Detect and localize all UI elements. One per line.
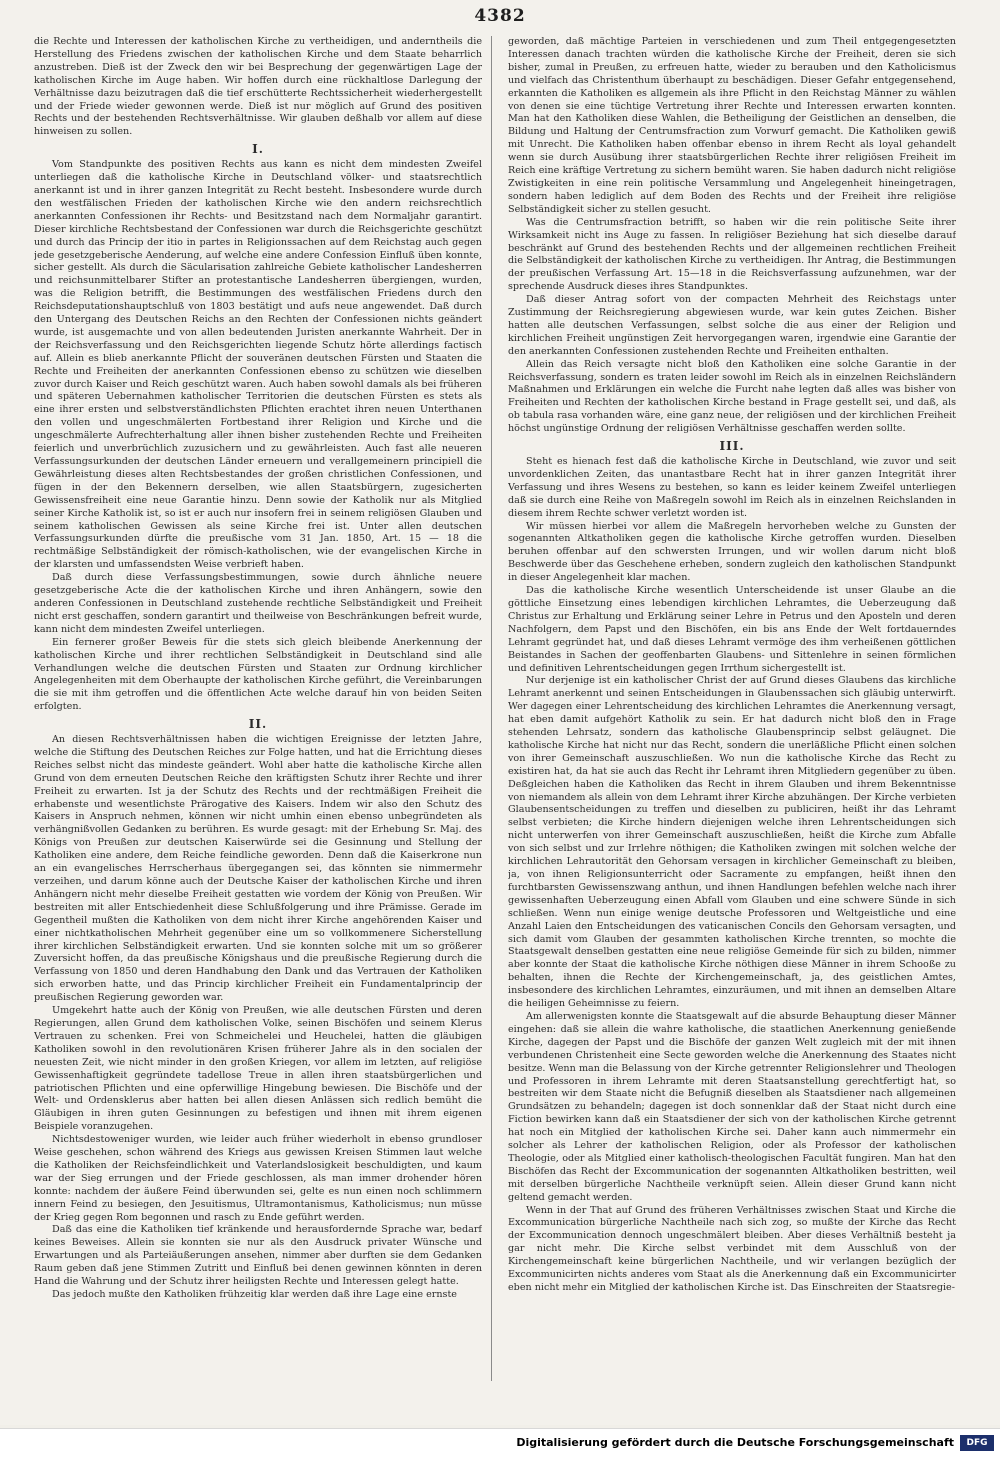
digitization-footer [0, 1428, 1000, 1459]
section-heading-1: I. [252, 142, 264, 157]
section-2-continued-paragraph: geworden, daß mächtige Parteien in verschiedenen und zum Theil entgegengesetzten Interessen danach trachten würden die katholische Kirche der Freiheit, deren sie sich bisher, zumal in Preußen, zu erfreuen hatte, wieder zu berauben und den Katholicismus und vielfach das Christenthum überhaupt zu beschädigen. Dieser Gefahr entgegensehend, erkannten die Katholiken es allgemein als ihre Pflicht in den Reichstag Männer zu wählen von denen sie eine tüchtige Vertretung ihrer Rechte und Interessen erwarten konnten. Man hat den Katholiken diese Wahlen, die Betheiligung der Geistlichen an denselben, die Bildung und Haltung der Centrumsfraction zum Vorwurf gemacht. Die Katholiken gewiß mit Unrecht. Die Katholiken haben offenbar ebenso in ihrem Recht als loyal gehandelt wenn sie durch Ausübung ihrer staatsbürgerlichen Rechte ihrer religiösen Freiheit im Reich eine kräftige Vertretung zu sichern bemüht waren. Sie haben dadurch nicht religiöse Zwistigkeiten in eine rein politische Versammlung und Angelegenheit hineingetragen, sondern haben lediglich auf dem Boden des Rechts und der Freiheit ihre religiöse Selbständigkeit sicher zu stellen gesucht. [508, 36, 956, 215]
right-column [508, 36, 956, 1381]
section-heading-3: III. [719, 439, 745, 454]
section-2-paragraph: An diesen Rechtsverhältnissen haben die wichtigen Ereignisse der letzten Jahre, welche die Stiftung des Deutschen Reiches zur Folge hatten, und hat die Errichtung dieses Reiches selbst nicht das mindeste geändert. Wohl aber hatte die katholische Kirche allen Grund von dem erneuten Deutschen Reiche den kräftigsten Schutz ihrer Rechte und ihrer Freiheit zu erwarten. Ist ja der Schutz des Rechts und der rechtmäßigen Freiheit die erhabenste und wesentlichste Prärogative des Kaisers. Indem wir also den Schutz des Kaisers in Anspruch nehmen, können wir nicht umhin einen ebenso unbegründeten als verhängnißvollen Gedanken zu berühren. Es wurde gesagt: mit der Erhebung Sr. Maj. des Königs von Preußen zur deutschen Kaiserwürde sei die Gesinnung und Stellung der Katholiken eine andere, dem Reiche feindliche geworden. Denn daß die Kaiserkrone nun an ein evangelisches Herrscherhaus übergegangen sei, das könnten sie nimmermehr verzeihen, und darum könne auch der Deutsche Kaiser der katholischen Kirche und ihren Anhängern nicht mehr dieselbe Freiheit gestatten wie vordem der König von Preußen. Wir bestreiten mit aller Entschiedenheit diese Schlußfolgerung und ihre Prämisse. Gerade im Gegentheil mußten die Katholiken von dem nicht ihrer Kirche angehörenden Kaiser und einer nichtkatholischen Mehrheit gegenüber eine um so vollkommenere Sicherstellung ihrer kirchlichen Selbständigkeit erwarten. Und sie konnten solche mit um so größerer Zuversicht hoffen, da das preußische Königshaus und die preußische Regierung durch die Verfassung von 1850 und deren Handhabung den Dank und das Vertrauen der Katholiken sich erworben hatte, und das Princip kirchlicher Freiheit ein Fundamentalprincip der preußischen Regierung geworden war. [34, 734, 482, 1004]
section-2-continued-paragraph: Daß dieser Antrag sofort von der compacten Mehrheit des Reichstags unter Zustimmung der Reichsregierung abgewiesen wurde, war kein gutes Zeichen. Bisher hatten alle deutschen Verfassungen, selbst solche die aus einer der Religion und kirchlichen Freiheit ungünstigen Zeit hervorgegangen waren, irgendwie eine Garantie der den anerkannten Confessionen zustehenden Rechte und Freiheiten enthalten. [508, 294, 956, 357]
section-2-continued-paragraph: Was die Centrumsfraction betrifft, so haben wir die rein politische Seite ihrer Wirksamkeit nicht ins Auge zu fassen. In religiöser Beziehung hat sich dieselbe darauf beschränkt auf Grund des bestehenden Rechts und der allgemeinen rechtlichen Freiheit die Selbständigkeit der katholischen Kirche zu vertheidigen. Ihr Antrag, die Bestimmungen der preußischen Verfassung Art. 15—18 in die Reichsverfassung aufzunehmen, war der sprechende Ausdruck dieses ihres Standpunktes. [508, 216, 956, 293]
section-1-paragraph: Vom Standpunkte des positiven Rechts aus kann es nicht dem mindesten Zweifel unterliegen daß die katholische Kirche in Deutschland völker- und staatsrechtlich anerkannt ist und in ihrer ganzen Integrität zu Recht besteht. Insbesondere wurde durch den westfälischen Frieden der katholischen Kirche wie den andern reichsrechtlich anerkannten Confessionen ihr Rechts- und Besitzstand nach dem Normaljahr garantirt. Dieser kirchliche Rechtsbestand der Confessionen war durch die Reichsgerichte geschützt und durch das Princip der itio in partes in Religionssachen auf dem Reichstag auch gegen jede gesetzgeberische Aenderung, auf welche eine andere Confession Einfluß üben konnte, sicher gestellt. Als durch die Säcularisation zahlreiche Gebiete katholischer Landesherren und reichsunmittelbarer Stifter an protestantische Landesherren übergiengen, wurden, was die Religion betrifft, die Bestimmungen des westfälischen Friedens durch den Reichsdeputationshauptschluß von 1803 bestätigt und aufs neue angewendet. Daß durch den Untergang des Deutschen Reichs an den Rechten der Confessionen nichts geändert wurde, ist ausgemachte und von allen bedeutenden Juristen anerkannte Wahrheit. Der in der Reichsverfassung und den Reichsgerichten liegende Schutz hörte allerdings factisch auf. Allein es blieb anerkannte Pflicht der souveränen deutschen Fürsten und Staaten die Rechte und Freiheiten der anerkannten Confessionen ebenso zu schützen wie dieselben zuvor durch Kaiser und Reich geschützt waren. Auch haben sowohl damals als bei früheren und späteren Uebernahmen katholischer Territorien die deutschen Fürsten es stets als eine ihrer ersten und selbstverständlichsten Pflichten erachtet ihren neuen Unterthanen den vollen und ungeschmälerten Fortbestand ihrer Religion und Kirche und die ungeschmälerte Aufrechterhaltung aller ihnen bisher zustehenden Rechte und Freiheiten feierlich und unverbrüchlich zuzusichern und zu gewährleisten. Auch fast alle neueren Verfassungsurkunden der deutschen Länder erneuern und verallgemeinern principiell die Gewährleistung dieses alten Rechtsbestandes der großen christlichen Confessionen, und fügen in der den Bekennern derselben, wie allen Staatsbürgern, zugesicherten Gewissensfreiheit eine neue Garantie hinzu. Denn sowie der Katholik nur als Mitglied seiner Kirche Katholik ist, so ist er auch nur insofern frei in seinem religiösen Glauben und seinem katholischen Gewissen als seine Kirche frei ist. Unter allen deutschen Verfassungsurkunden dürfte die preußische vom 31 Jan. 1850, Art. 15 — 18 die rechtmäßige Selbständigkeit der römisch-katholischen, wie der evangelischen Kirche in der klarsten und umfassendsten Weise verbrieft haben. [34, 159, 482, 571]
section-1-paragraph: Ein fernerer großer Beweis für die stets sich gleich bleibende Anerkennung der katholischen Kirche und ihrer rechtlichen Selbständigkeit in Deutschland sind alle Verhandlungen welche die deutschen Fürsten und Staaten zur Ordnung kirchlicher Angelegenheiten mit dem Oberhaupte der katholischen Kirche geführt, die Vereinbarungen die sie mit ihm getroffen und die öffentlichen Acte welche darauf hin von beiden Seiten erfolgten. [34, 636, 482, 713]
section-2-paragraph: Umgekehrt hatte auch der König von Preußen, wie alle deutschen Fürsten und deren Regierungen, allen Grund dem katholischen Volke, seinen Bischöfen und seinem Klerus Vertrauen zu schenken. Frei von Schmeichelei und Heuchelei, hatten die gläubigen Katholiken sowohl in den revolutionären Krisen früherer Jahre als in den socialen der neuesten Zeit, wie nicht minder in den großen Kriegen, vor allem im letzten, auf religiöse Gewissenhaftigkeit gegründete tadellose Treue in allen ihren staatsbürgerlichen und patriotischen Pflichten und eine opferwillige Hingebung bewiesen. Die Bischöfe und der Welt- und Ordensklerus aber hatten bei allen diesen Anlässen sich redlich bemüht die Gläubigen in ihren guten Gesinnungen zu befestigen und ihnen mit ihrem eigenen Beispiele voranzugehen. [34, 1005, 482, 1133]
section-3-paragraph: Steht es hienach fest daß die katholische Kirche in Deutschland, wie zuvor und seit unvordenklichen Zeiten, das unantastbare Recht hat in ihrer ganzen Integrität ihrer Verfassung und ihres Wesens zu bestehen, so kann es leider keinem Zweifel unterliegen daß sie durch eine Reihe von Maßregeln sowohl im Reich als in einzelnen Reichslanden in diesem ihrem Rechte schwer verletzt worden ist. [508, 456, 956, 519]
section-3-paragraph: Wenn in der That auf Grund des früheren Verhältnisses zwischen Staat und Kirche die Excommunication bürgerliche Nachtheile nach sich zog, so mußte der Kirche das Recht der Excommunication dennoch ungeschmälert bleiben. Aber dieses Verhältniß besteht ja gar nicht mehr. Die Kirche selbst verbindet mit dem Ausschluß von der Kirchengemeinschaft keine bürgerlichen Nachtheile, und wir verlangen bezüglich der Excommunicirten nichts anderes vom Staat als die Anerkennung daß ein Excommunicirter eben nicht mehr ein Mitglied der katholischen Kirche ist. Das Einschreiten der Staatsregie- [508, 1204, 956, 1293]
dfg-logo-icon[interactable]: DFG [960, 1435, 994, 1451]
section-3-paragraph: Nur derjenige ist ein katholischer Christ der auf Grund dieses Glaubens das kirchliche Lehramt anerkennt und seinen Entscheidungen in Glaubenssachen sich gläubig unterwirft. Wer dagegen einer Lehrentscheidung des kirchlichen Lehramtes die Anerkennung versagt, hat eben damit aufgehört Katholik zu sein. Er hat dadurch nicht bloß den in Frage stehenden Lehrsatz, sondern das katholische Glaubensprincip selbst geläugnet. Die katholische Kirche hat nicht nur das Recht, sondern die unerläßliche Pflicht einen solchen von ihrer Gemeinschaft auszuschließen. Wo nun die katholische Kirche das Recht zu existiren hat, da hat sie auch das Recht ihr Lehramt ihren Mitgliedern gegenüber zu üben. Deßgleichen haben die Katholiken das Recht in ihrem Glauben und ihrem Bekenntnisse von niemandem als allein von dem Lehramt ihrer Kirche abzuhängen. Der Kirche verbieten Glaubensentscheidungen zu treffen und dieselben zu publiciren, heißt ihr das Lehramt selbst verbieten; die Kirche hindern diejenigen welche ihren Lehrentscheidungen sich nicht unterwerfen von ihrer Gemeinschaft auszuschließen, heißt die Kirche zum Abfalle von sich selbst und zur Irrlehre nöthigen; die Katholiken zwingen mit solchen welche der kirchlichen Lehrautorität den Gehorsam versagen in kirchlicher Gemeinschaft zu bleiben, ja, von ihnen Religionsunterricht oder Sacramente zu empfangen, heißt ihnen den furchtbarsten Gewissenszwang anthun, und ihnen Handlungen befehlen welche nach ihrer gewissenhaften Ueberzeugung einen Abfall vom Glauben und eine schwere Sünde in sich schließen. Wenn nun einige wenige deutsche Professoren und Weltgeistliche und eine Anzahl Laien den Entscheidungen des vaticanischen Concils den Gehorsam versagten, und sich damit vom Glauben der gesammten katholischen Kirche trennten, so mochte die Staatsgewalt denselben gestatten eine neue religiöse Gemeinde für sich zu bilden, nimmer aber konnte der Staat die katholische Kirche nöthigen diese Männer in ihrem Schooße zu behalten, ihnen die Rechte der Kirchengemeinschaft, ja, des geistlichen Amtes, insbesondere des kirchlichen Lehramtes, einzuräumen, und mit ihnen an demselben Altare die heiligen Geheimnisse zu feiern. [508, 675, 956, 1010]
footer-credit-text: Digitalisierung gefördert durch die Deutsche Forschungsgemeinschaft [516, 1436, 954, 1449]
section-2-continued-paragraph: Allein das Reich versagte nicht bloß den Katholiken eine solche Garantie in der Reichsverfassung, sondern es traten leider sowohl im Reich als in einzelnen Reichsländern Maßnahmen und Erklärungen ein welche die Furcht nahe legten daß alles was bisher von Freiheiten und Rechten der katholischen Kirche bestand in Frage gestellt sei, und daß, als ob tabula rasa vorhanden wäre, eine ganz neue, der religiösen und der kirchlichen Freiheit höchst ungünstige Ordnung der religiösen Verhältnisse geschaffen werden sollte. [508, 358, 956, 435]
page-number: 4382 [474, 6, 526, 26]
section-3-paragraph: Am allerwenigsten konnte die Staatsgewalt auf die absurde Behauptung dieser Männer eingehen: daß sie allein die wahre katholische, die staatlichen Anerkennung genießende Kirche, dagegen der Papst und die Bischöfe der ganzen Welt zugleich mit der mit ihnen verbundenen Christenheit eine Secte geworden welche die Anerkennung des Staates nicht besitze. Wenn man die Belassung von der Kirche getrennter Religionslehrer und Theologen und Professoren in ihrem Lehramte mit deren Staatsanstellung gerechtfertigt hat, so bestreiten wir dem Staate nicht die Befugniß dieselben als Staatsdiener nach allgemeinen Grundsätzen zu behandeln; dagegen ist doch sonnenklar daß der Staat nicht durch eine Fiction bewirken kann daß ein Staatsdiener der sich von der katholischen Kirche getrennt hat noch ein Mitglied der katholischen Kirche sei. Daher kann auch nimmermehr ein solcher als Lehrer der katholischen Religion, oder als Professor der katholischen Theologie, oder als Mitglied einer katholisch-theologischen Facultät fungiren. Man hat den Bischöfen das Recht der Excommunication der sogenannten Altkatholiken bestritten, weil mit derselben bürgerliche Nachtheile verknüpft seien. Allein dieser Grund kann nicht geltend gemacht werden. [508, 1010, 956, 1203]
column-divider [491, 36, 492, 1381]
section-3-paragraph: Wir müssen hierbei vor allem die Maßregeln hervorheben welche zu Gunsten der sogenannten Altkatholiken gegen die katholische Kirche getroffen wurden. Dieselben beruhen offenbar auf den schwersten Irrungen, und wir wollen darum nicht bloß Beschwerde über das Geschehene erheben, sondern zugleich den katholischen Standpunkt in dieser Angelegenheit klar machen. [508, 520, 956, 584]
left-column [34, 36, 482, 1381]
intro-paragraph: die Rechte und Interessen der katholischen Kirche zu vertheidigen, und anderntheils die Herstellung des Friedens zwischen der katholischen Kirche und dem Staate beharrlich anzustreben. Dieß ist der Zweck den wir bei Besprechung der gegenwärtigen Lage der katholischen Kirche im Auge haben. Wir hoffen durch eine rückhaltlose Darlegung der Verhältnisse dazu beizutragen daß die tief erschütterte Rechtssicherheit wiederhergestellt und der Friede wieder gewonnen werde. Dieß ist nur möglich auf Grund des positiven Rechts und der bestehenden Rechtsverhältnisse. Wir glauben deßhalb vor allem auf diese hinweisen zu sollen. [34, 36, 482, 138]
section-1-paragraph: Daß durch diese Verfassungsbestimmungen, sowie durch ähnliche neuere gesetzgeberische Acte die der katholischen Kirche und ihren Anhängern, sowie den anderen Confessionen in Deutschland zustehende rechtliche Selbständigkeit und Freiheit nicht erst geschaffen, sondern garantirt und theilweise von Beschränkungen befreit wurde, kann nicht dem mindesten Zweifel unterliegen. [34, 572, 482, 635]
section-2-paragraph: Das jedoch mußte den Katholiken frühzeitig klar werden daß ihre Lage eine ernste [52, 1289, 457, 1300]
section-2-paragraph: Daß das eine die Katholiken tief kränkende und herausfordernde Sprache war, bedarf keines Beweises. Allein sie konnten sie nur als den Ausdruck privater Wünsche und Erwartungen und als Parteiäußerungen ansehen, nimmer aber durften sie dem Gedanken Raum geben daß jene Stimmen Zutritt und Einfluß bei denen gewinnen könnten in deren Hand die Wahrung und der Schutz ihrer heiligsten Rechte und Interessen gelegt hatte. [34, 1224, 482, 1288]
section-2-paragraph: Nichtsdestoweniger wurden, wie leider auch früher wiederholt in ebenso grundloser Weise geschehen, schon während des Kriegs aus gewissen Kreisen Stimmen laut welche die Katholiken der Reichsfeindlichkeit und Vaterlandslosigkeit beschuldigten, und kaum war der Sieg errungen und der Friede geschlossen, als man immer drohender hören konnte: nachdem der äußere Feind überwunden sei, gelte es nun einen noch schlimmern innern Feind zu besiegen, den Jesuitismus, Ultramontanismus, Katholicismus; nun müsse der Krieg gegen Rom begonnen und rasch zu Ende geführt werden. [34, 1134, 482, 1223]
section-3-paragraph: Das die katholische Kirche wesentlich Unterscheidende ist unser Glaube an die göttliche Einsetzung eines lebendigen kirchlichen Lehramtes, die Ueberzeugung daß Christus zur Erhaltung und Erklärung seiner Lehre in Petrus und den Aposteln und deren Nachfolgern, dem Papst und den Bischöfen, ein bis ans Ende der Welt fortdauerndes Lehramt gegründet hat, und daß dieses Lehramt vermöge des ihm verheißenen göttlichen Beistandes in Sachen der geoffenbarten Glaubens- und Sittenlehre in seinen förmlichen und definitiven Lehrentscheidungen gegen Irrthum sichergestellt ist. [508, 585, 956, 674]
section-heading-2: II. [248, 717, 268, 732]
